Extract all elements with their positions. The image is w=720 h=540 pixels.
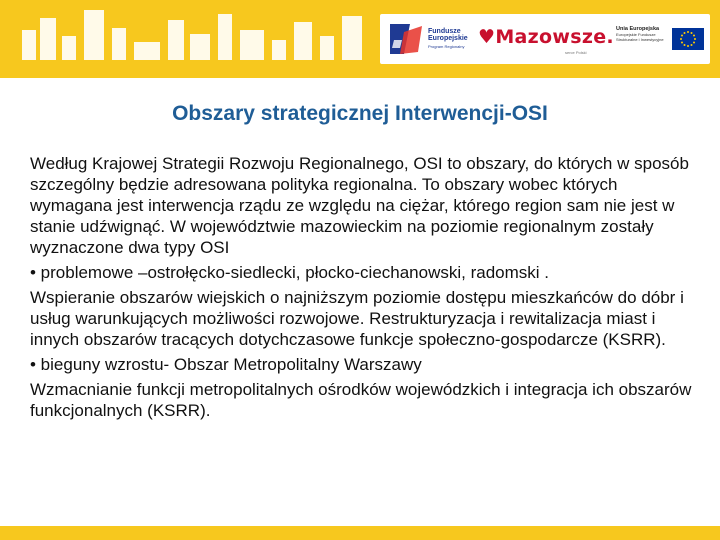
decorative-block [62,36,76,60]
decorative-block [240,30,264,60]
decorative-block [168,20,184,60]
paragraph-metropolitan: Wzmacnianie funkcji metropolitalnych ośrodków wojewódzkich i integracja ich obszarów funkcjonalnych (KSRR). [30,380,692,420]
footer-bar [0,526,720,540]
paragraph-rural-support: Wspieranie obszarów wiejskich o najniższym poziomie dostępu mieszkańców do dóbr i usług warunkujących możliwości rozwojowe. Restrukturyzacja i rewitalizacja miast i innych obszarów tracących dotychczasowe funkcje społeczno-gospodarcze (KSRR). [30,288,684,349]
decorative-block [134,42,160,60]
decorative-block [320,36,334,60]
decorative-block [40,18,56,60]
paragraph-intro: Według Krajowej Strategii Rozwoju Regionalnego, OSI to obszary, do których w sposób szczególny będzie adresowana polityka regionalna. To obszary wobec których wymagana jest interwencja rządu ze względu na ciężar, którego region sam nie jest w stanie udźwignąć. W województwie mazowieckim na poziomie regionalnym zostały wyznaczone dwa typy OSI [30,154,689,257]
serce-polski-text: serce Polski [565,50,587,55]
fundusze-europejskie-logo-icon [388,22,424,56]
decorative-block [218,14,232,60]
program-regionalny-text: Program Regionalny [428,44,465,49]
unia-europejska-text: Unia Europejska [616,26,660,32]
slide-content [30,153,702,425]
ue-funds-text: Europejskie Fundusze Strukturalne i Inwestycyjne [616,32,664,42]
decorative-block [342,16,362,60]
logo-panel [380,14,710,64]
header-banner [0,0,720,78]
decorative-block [84,10,104,60]
decorative-block [112,28,126,60]
slide-title: Obszary strategicznej Interwencji-OSI [172,102,548,125]
decorative-block [190,34,210,60]
fundusze-europejskie-text: Fundusze Europejskie [428,28,468,42]
heart-icon: ♥ [478,26,496,48]
decorative-block [272,40,286,60]
decorative-block [22,30,36,60]
mazowsze-logo: ♥Mazowsze. [478,26,614,48]
decorative-block [294,22,312,60]
bullet-problemowe: • problemowe –ostrołęcko-siedlecki, płocko-ciechanowski, radomski . [30,263,549,282]
eu-flag-icon [672,28,704,50]
bullet-bieguny-wzrostu: • bieguny wzrostu- Obszar Metropolitalny Warszawy [30,355,422,374]
